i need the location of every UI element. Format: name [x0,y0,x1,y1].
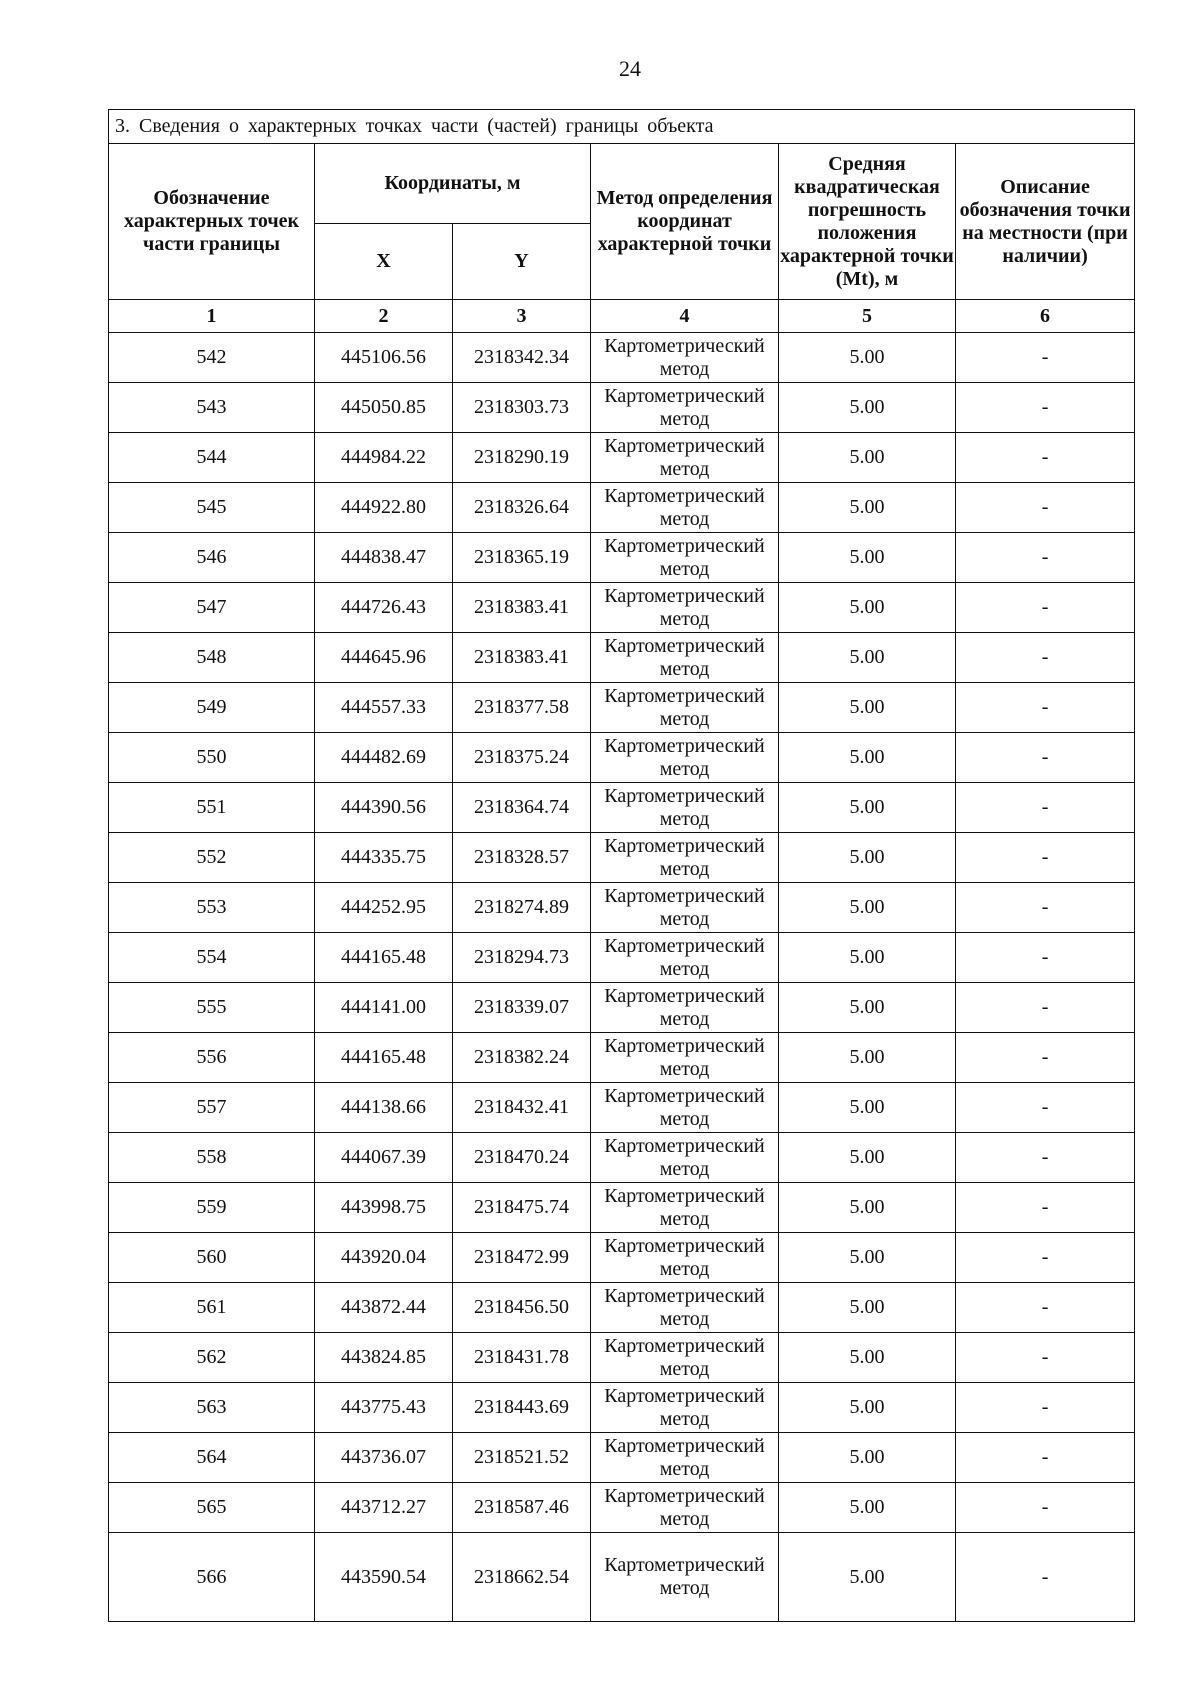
x-coordinate-cell: 443736.07 [315,1433,453,1483]
point-id-cell: 550 [109,733,315,783]
error-value-cell: 5.00 [779,1183,956,1233]
method-cell [591,1133,779,1183]
method-line-2: метод [659,907,710,930]
table-row [109,833,1135,883]
method-cell [591,1533,779,1622]
method-line-1: Картометрический [604,734,765,757]
description-cell: - [956,1183,1135,1233]
method-line-1: Картометрический [604,1184,765,1207]
method-line-2: метод [659,957,710,980]
description-cell: - [956,1233,1135,1283]
table-row [109,483,1135,533]
x-coordinate-cell: 443775.43 [315,1383,453,1433]
y-coordinate-cell: 2318377.58 [453,683,591,733]
x-coordinate-cell: 444482.69 [315,733,453,783]
y-coordinate-cell: 2318431.78 [453,1333,591,1383]
method-line-2: метод [659,1107,710,1130]
point-id-cell: 544 [109,433,315,483]
x-coordinate-cell: 443824.85 [315,1333,453,1383]
description-cell: - [956,683,1135,733]
method-line-1: Картометрический [604,1034,765,1057]
method-line-1: Картометрический [604,984,765,1007]
table-row [109,783,1135,833]
point-id-cell: 557 [109,1083,315,1133]
table-row [109,1083,1135,1133]
point-id-cell: 566 [109,1533,315,1622]
error-value-cell: 5.00 [779,833,956,883]
description-cell: - [956,833,1135,883]
method-line-1: Картометрический [604,1234,765,1257]
section-title: 3. Сведения о характерных точках части (частей) границы объекта [109,110,1135,144]
method-cell [591,883,779,933]
method-line-2: метод [659,857,710,880]
x-coordinate-cell: 443590.54 [315,1533,453,1622]
error-value-cell: 5.00 [779,1483,956,1533]
description-cell: - [956,933,1135,983]
y-coordinate-cell: 2318470.24 [453,1133,591,1183]
table-row [109,983,1135,1033]
description-cell: - [956,883,1135,933]
column-number: 1 [109,300,315,333]
point-id-cell: 554 [109,933,315,983]
description-cell: - [956,1133,1135,1183]
method-line-1: Картометрический [604,934,765,957]
x-coordinate-cell: 444138.66 [315,1083,453,1133]
y-coordinate-cell: 2318432.41 [453,1083,591,1133]
x-coordinate-cell: 445050.85 [315,383,453,433]
table-row [109,1383,1135,1433]
method-cell [591,433,779,483]
point-id-cell: 565 [109,1483,315,1533]
y-coordinate-cell: 2318662.54 [453,1533,591,1622]
y-coordinate-cell: 2318472.99 [453,1233,591,1283]
method-line-2: метод [659,707,710,730]
y-coordinate-cell: 2318326.64 [453,483,591,533]
y-coordinate-cell: 2318303.73 [453,383,591,433]
table-row [109,1483,1135,1533]
method-line-2: метод [659,1457,710,1480]
method-line-1: Картометрический [604,784,765,807]
point-id-cell: 548 [109,633,315,683]
table-row [109,1183,1135,1233]
method-line-1: Картометрический [604,1334,765,1357]
column-number: 3 [453,300,591,333]
error-value-cell: 5.00 [779,483,956,533]
method-cell [591,1283,779,1333]
point-id-cell: 543 [109,383,315,433]
method-line-1: Картометрический [604,1554,765,1576]
point-id-cell: 553 [109,883,315,933]
method-line-2: метод [659,657,710,680]
y-coordinate-cell: 2318328.57 [453,833,591,883]
description-cell: - [956,1383,1135,1433]
method-line-1: Картометрический [604,434,765,457]
table-row [109,633,1135,683]
header-description: Описание обозначения точки на местности (при наличии) [956,144,1135,300]
page-number: 24 [619,56,641,81]
method-line-2: метод [659,1307,710,1330]
error-value-cell: 5.00 [779,683,956,733]
method-line-1: Картометрический [604,484,765,507]
method-line-1: Картометрический [604,684,765,707]
column-number: 6 [956,300,1135,333]
y-coordinate-cell: 2318294.73 [453,933,591,983]
header-designation: Обозначение характерных точек части границы [109,144,315,300]
y-coordinate-cell: 2318383.41 [453,583,591,633]
method-line-2: метод [659,557,710,580]
point-id-cell: 547 [109,583,315,633]
header-error: Средняя квадратическая погрешность положения характерной точки (Mt), м [779,144,956,300]
description-cell: - [956,433,1135,483]
x-coordinate-cell: 443712.27 [315,1483,453,1533]
header-x: X [315,224,453,300]
point-id-cell: 558 [109,1133,315,1183]
error-value-cell: 5.00 [779,1533,956,1622]
description-cell: - [956,1033,1135,1083]
method-line-2: метод [659,807,710,830]
table-row [109,883,1135,933]
x-coordinate-cell: 444984.22 [315,433,453,483]
description-cell: - [956,783,1135,833]
description-cell: - [956,983,1135,1033]
x-coordinate-cell: 444922.80 [315,483,453,533]
point-id-cell: 555 [109,983,315,1033]
description-cell: - [956,1533,1135,1622]
x-coordinate-cell: 444335.75 [315,833,453,883]
error-value-cell: 5.00 [779,583,956,633]
method-cell [591,1333,779,1383]
method-cell [591,1483,779,1533]
method-line-2: метод [659,1577,710,1599]
table-row [109,1133,1135,1183]
description-cell: - [956,533,1135,583]
x-coordinate-cell: 444390.56 [315,783,453,833]
description-cell: - [956,333,1135,383]
table-row [109,333,1135,383]
error-value-cell: 5.00 [779,383,956,433]
method-cell [591,733,779,783]
x-coordinate-cell: 444645.96 [315,633,453,683]
error-value-cell: 5.00 [779,1033,956,1083]
y-coordinate-cell: 2318443.69 [453,1383,591,1433]
description-cell: - [956,1433,1135,1483]
table-row [109,683,1135,733]
table-body [109,333,1135,1622]
point-id-cell: 563 [109,1383,315,1433]
header-y: Y [453,224,591,300]
error-value-cell: 5.00 [779,1133,956,1183]
method-cell [591,633,779,683]
point-id-cell: 551 [109,783,315,833]
boundary-points-table [108,109,1135,1622]
method-line-2: метод [659,1157,710,1180]
method-line-2: метод [659,1357,710,1380]
method-line-1: Картометрический [604,1484,765,1507]
point-id-cell: 556 [109,1033,315,1083]
method-cell [591,383,779,433]
method-line-2: метод [659,507,710,530]
error-value-cell: 5.00 [779,1333,956,1383]
y-coordinate-cell: 2318290.19 [453,433,591,483]
error-value-cell: 5.00 [779,1233,956,1283]
table-row [109,1233,1135,1283]
table-row [109,1533,1135,1622]
method-line-2: метод [659,1257,710,1280]
table-row [109,1333,1135,1383]
point-id-cell: 549 [109,683,315,733]
point-id-cell: 562 [109,1333,315,1383]
method-line-1: Картометрический [604,534,765,557]
method-line-2: метод [659,607,710,630]
method-cell [591,483,779,533]
description-cell: - [956,733,1135,783]
method-line-2: метод [659,1207,710,1230]
y-coordinate-cell: 2318365.19 [453,533,591,583]
error-value-cell: 5.00 [779,733,956,783]
method-cell [591,1183,779,1233]
column-number: 5 [779,300,956,333]
error-value-cell: 5.00 [779,933,956,983]
description-cell: - [956,383,1135,433]
method-line-1: Картометрический [604,584,765,607]
table-row [109,1033,1135,1083]
method-line-1: Картометрический [604,634,765,657]
y-coordinate-cell: 2318456.50 [453,1283,591,1333]
x-coordinate-cell: 444141.00 [315,983,453,1033]
method-cell [591,1383,779,1433]
description-cell: - [956,583,1135,633]
point-id-cell: 546 [109,533,315,583]
table-row [109,933,1135,983]
x-coordinate-cell: 444838.47 [315,533,453,583]
y-coordinate-cell: 2318383.41 [453,633,591,683]
y-coordinate-cell: 2318521.52 [453,1433,591,1483]
method-line-2: метод [659,757,710,780]
method-line-2: метод [659,407,710,430]
point-id-cell: 552 [109,833,315,883]
point-id-cell: 545 [109,483,315,533]
x-coordinate-cell: 445106.56 [315,333,453,383]
error-value-cell: 5.00 [779,533,956,583]
y-coordinate-cell: 2318382.24 [453,1033,591,1083]
error-value-cell: 5.00 [779,1083,956,1133]
error-value-cell: 5.00 [779,783,956,833]
method-line-1: Картометрический [604,834,765,857]
description-cell: - [956,1283,1135,1333]
description-cell: - [956,633,1135,683]
header-method: Метод определения координат характерной точки [591,144,779,300]
description-cell: - [956,483,1135,533]
point-id-cell: 542 [109,333,315,383]
method-line-1: Картометрический [604,884,765,907]
table-row [109,583,1135,633]
x-coordinate-cell: 444557.33 [315,683,453,733]
method-line-1: Картометрический [604,1084,765,1107]
error-value-cell: 5.00 [779,433,956,483]
y-coordinate-cell: 2318342.34 [453,333,591,383]
method-line-1: Картометрический [604,1384,765,1407]
y-coordinate-cell: 2318475.74 [453,1183,591,1233]
error-value-cell: 5.00 [779,1433,956,1483]
method-line-1: Картометрический [604,1284,765,1307]
method-cell [591,533,779,583]
x-coordinate-cell: 444067.39 [315,1133,453,1183]
error-value-cell: 5.00 [779,1383,956,1433]
method-line-1: Картометрический [604,384,765,407]
y-coordinate-cell: 2318339.07 [453,983,591,1033]
error-value-cell: 5.00 [779,1283,956,1333]
point-id-cell: 561 [109,1283,315,1333]
header-coordinates: Координаты, м [315,144,591,224]
y-coordinate-cell: 2318375.24 [453,733,591,783]
description-cell: - [956,1483,1135,1533]
method-cell [591,1033,779,1083]
point-id-cell: 560 [109,1233,315,1283]
x-coordinate-cell: 443998.75 [315,1183,453,1233]
error-value-cell: 5.00 [779,333,956,383]
description-cell: - [956,1083,1135,1133]
method-line-1: Картометрический [604,1134,765,1157]
method-cell [591,683,779,733]
method-line-1: Картометрический [604,334,765,357]
method-line-2: метод [659,1507,710,1530]
method-cell [591,583,779,633]
method-cell [591,1083,779,1133]
method-line-2: метод [659,357,710,380]
x-coordinate-cell: 444165.48 [315,933,453,983]
method-cell [591,933,779,983]
y-coordinate-cell: 2318274.89 [453,883,591,933]
x-coordinate-cell: 444726.43 [315,583,453,633]
x-coordinate-cell: 444165.48 [315,1033,453,1083]
method-line-1: Картометрический [604,1434,765,1457]
table-row [109,383,1135,433]
method-cell [591,1233,779,1283]
method-cell [591,783,779,833]
table-row [109,1283,1135,1333]
description-cell: - [956,1333,1135,1383]
x-coordinate-cell: 443920.04 [315,1233,453,1283]
method-cell [591,983,779,1033]
table-row [109,733,1135,783]
x-coordinate-cell: 443872.44 [315,1283,453,1333]
column-number-row [109,300,1135,333]
point-id-cell: 564 [109,1433,315,1483]
error-value-cell: 5.00 [779,883,956,933]
method-cell [591,333,779,383]
method-cell [591,833,779,883]
column-number: 4 [591,300,779,333]
point-id-cell: 559 [109,1183,315,1233]
method-line-2: метод [659,457,710,480]
x-coordinate-cell: 444252.95 [315,883,453,933]
method-line-2: метод [659,1057,710,1080]
method-line-2: метод [659,1407,710,1430]
y-coordinate-cell: 2318364.74 [453,783,591,833]
error-value-cell: 5.00 [779,983,956,1033]
column-number: 2 [315,300,453,333]
error-value-cell: 5.00 [779,633,956,683]
table-row [109,533,1135,583]
table-row [109,433,1135,483]
y-coordinate-cell: 2318587.46 [453,1483,591,1533]
method-line-2: метод [659,1007,710,1030]
method-cell [591,1433,779,1483]
table-row [109,1433,1135,1483]
